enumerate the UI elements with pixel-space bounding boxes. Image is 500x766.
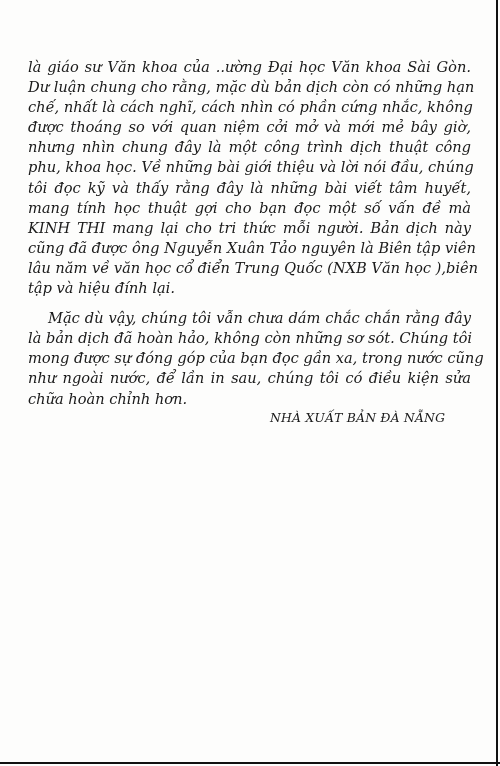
paragraph-2: [28, 309, 484, 409]
text-line: tôi đọc kỹ và thấy rằng đây là những bài viết tâm huyết,: [28, 179, 471, 197]
text-line: KINH THI mang lại cho tri thức mỗi người. Bản dịch này: [28, 219, 471, 237]
text-line: là bản dịch đã hoàn hảo, không còn những sơ sót. Chúng tôi: [28, 330, 473, 348]
page-edge-right: [496, 0, 498, 766]
text-line: Dư luận chung cho rằng, mặc dù bản dịch còn có những hạn: [28, 79, 475, 97]
page-edge-bottom: [0, 762, 500, 764]
text-line: chữa hoàn chỉnh hơn.: [28, 390, 188, 408]
paragraph-gap: [28, 299, 471, 309]
publisher-signature: NHÀ XUẤT BẢN ĐÀ NẴNG: [270, 410, 446, 425]
text-line: cũng đã được ông Nguyễn Xuân Tảo nguyên là Biên tập viên: [28, 239, 476, 257]
text-line: được thoáng so với quan niệm cởi mở và mới mẻ bây giờ,: [28, 119, 471, 137]
text-line: mong được sự đóng góp của bạn đọc gần xa, trong nước cũng: [28, 350, 484, 368]
text-line: mang tính học thuật gợi cho bạn đọc một số vấn đề mà: [28, 199, 471, 217]
body-text: [28, 58, 484, 410]
text-line: lâu năm về văn học cổ điển Trung Quốc (NXB Văn học ),biên: [28, 259, 479, 277]
text-line: là giáo sư Văn khoa của ..ường Đại học Văn khoa Sài Gòn.: [28, 59, 471, 76]
text-line: nhưng nhìn chung đây là một công trình dịch thuật công: [28, 139, 471, 157]
text-line: Mặc dù vậy, chúng tôi vẫn chưa dám chắc chắn rằng đây: [48, 310, 471, 328]
text-line: phu, khoa học. Về những bài giới thiệu và lời nói đầu, chúng: [28, 159, 474, 177]
text-line: tập và hiệu đính lại.: [28, 280, 175, 298]
text-line: như ngoài nước, để lần in sau, chúng tôi có điều kiện sửa: [28, 370, 471, 388]
text-line: chế, nhất là cách nghĩ, cách nhìn có phần cứng nhắc, không: [28, 99, 473, 117]
paragraph-1: [28, 58, 479, 299]
